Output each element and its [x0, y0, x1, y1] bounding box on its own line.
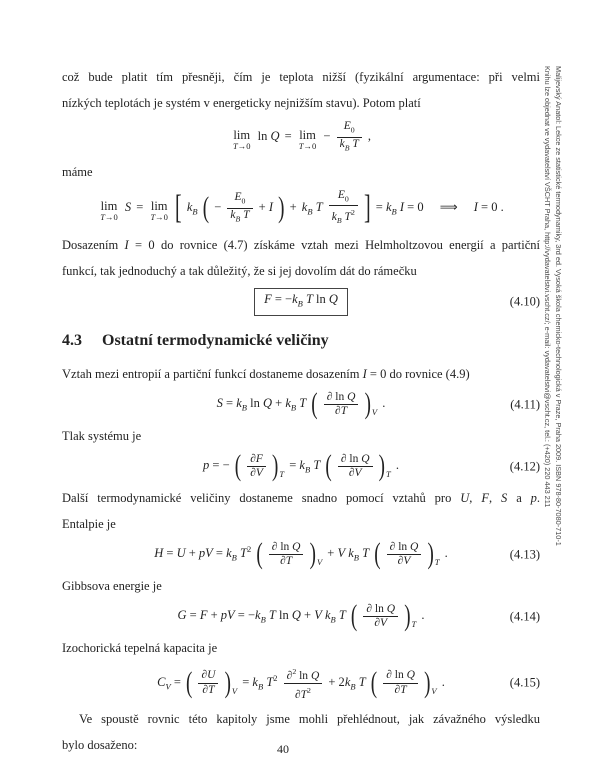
page-number: 40: [277, 742, 289, 756]
plus-sign: +: [289, 200, 297, 215]
left-paren: (: [374, 538, 381, 571]
fraction: [282, 665, 325, 703]
period: .: [441, 675, 445, 690]
numerator: ∂ ln Q: [389, 540, 419, 553]
limit-operator: lim T→0: [232, 128, 251, 152]
math-term: ln Q: [257, 129, 280, 144]
denominator: ∂V: [363, 616, 398, 631]
paragraph-dosazenim-line1: Dosazením I = 0 do rovnice (4.7) získáme vztah mezi Helmholtzovou energií a partiční: [62, 238, 540, 253]
denominator: ∂T: [269, 554, 304, 569]
math-term: p = −: [203, 458, 230, 473]
equation-number: (4.10): [509, 294, 540, 309]
equation-number: (4.13): [509, 547, 540, 562]
paragraph-gibbs: Gibbsova energie je: [62, 578, 162, 593]
paragraph-dalsi: Další termodynamické veličiny dostaneme snadno pomocí vztahů pro U, F, S a p.: [62, 490, 541, 505]
equals-sign: =: [136, 200, 144, 215]
paragraph-mame: máme: [62, 164, 93, 179]
left-paren: (: [234, 450, 242, 483]
paragraph-dosazenim-line2: funkcí, tak jednoduchý a tak důležitý, že si jej dovolím dát do rámečku: [62, 264, 417, 279]
right-paren: ): [278, 192, 285, 225]
math-term: $S = k_B$ $\ln Q + k_B$ T: [216, 396, 307, 413]
minus-sign: −: [214, 200, 222, 215]
numerator: ∂ ln Q: [386, 669, 415, 682]
paragraph-tlak: Tlak systému je: [62, 428, 142, 443]
math-term: I = 0 .: [473, 200, 504, 215]
period: .: [444, 546, 448, 561]
period: .: [382, 396, 386, 411]
equation-4-11: [62, 389, 540, 421]
denominator: ∂T: [383, 683, 418, 698]
denominator: ∂V: [247, 466, 266, 481]
right-paren: ): [424, 667, 431, 700]
equation-body: [176, 600, 425, 633]
equation-number: (4.15): [509, 675, 540, 690]
math-term: = $k_B$ I = 0: [375, 200, 424, 217]
section-number: 4.3: [62, 331, 82, 349]
limit-operator: lim T→0: [100, 199, 118, 223]
fraction: [225, 191, 254, 226]
section-heading: [62, 330, 540, 352]
paragraph-izochoricka: Izochorická tepelná kapacita je: [62, 640, 218, 655]
fraction: [322, 391, 361, 419]
fraction: [381, 669, 420, 697]
paren-subscript: T: [386, 469, 391, 480]
denominator: ∂T: [324, 404, 359, 419]
math-term: $C_V$ =: [157, 675, 181, 692]
fraction: [245, 453, 268, 481]
margin-citation: [542, 66, 563, 566]
paragraph-intro-line2: nízkých teplotách je systém v energeticky nejnižším stavu). Potom platí: [62, 96, 421, 110]
numerator: ∂ ln Q: [326, 390, 356, 403]
left-paren: (: [370, 667, 378, 700]
boxed-equation: [254, 288, 348, 316]
right-bracket: ]: [363, 189, 371, 228]
paren-subscript: T: [279, 469, 285, 480]
limit-operator: lim T→0: [150, 199, 168, 223]
page-content: [62, 64, 540, 758]
left-paren: (: [350, 600, 358, 633]
fraction: [336, 453, 375, 481]
equation-4-14: [62, 601, 540, 633]
paren-subscript: T: [411, 619, 417, 630]
denominator: ∂V: [338, 466, 373, 481]
right-paren: ): [427, 538, 434, 571]
fraction: [361, 603, 400, 631]
math-term: + V $k_B$ T: [327, 546, 370, 563]
math-term: $F = -k_B$ T ln Q: [264, 292, 338, 309]
paren-subscript: V: [371, 407, 378, 418]
equation-4-13: [62, 539, 540, 571]
left-paren: (: [311, 388, 318, 421]
denominator: $\partial T^2$: [284, 683, 323, 702]
equation-lim-lnQ: [62, 118, 540, 157]
paragraph-outro-line2: bylo dosaženo:: [62, 738, 138, 753]
equation-body: [216, 388, 387, 421]
math-term: G = F + pV = $-k_B$ T ln Q + V $k_B$ T: [177, 608, 346, 625]
paragraph-intro-line1: což bude platit tím přesněji, čím je teplota nižší (fyzikální argumentace: při velmi: [62, 70, 540, 84]
equation-4-12: [62, 451, 540, 483]
period: .: [395, 458, 399, 473]
numerator: $E_0$: [234, 191, 246, 206]
implies-arrow: ⟹: [439, 199, 458, 215]
denominator: $k_B$ T: [227, 208, 252, 226]
numerator: ∂$^2$ ln Q: [286, 666, 320, 682]
fraction: [267, 541, 306, 569]
paren-subscript: T: [434, 557, 440, 568]
math-term: + $2k_B$ T: [328, 675, 366, 692]
equation-4-15: [62, 663, 540, 705]
left-paren: (: [202, 192, 210, 225]
margin-citation-line1: Malijevský Anatol: Lekce ze statistické termodynamiky, 3rd ed. Vysoká škola chemicko-technologická v Praze, Praha 2009. ISBN 978-80-7080-710-1: [554, 66, 563, 546]
math-term: H = U + pV = $k_B$ $T^2$: [154, 544, 252, 563]
left-bracket: [: [175, 189, 182, 228]
fraction: [196, 669, 220, 697]
denominator: ∂T: [198, 683, 218, 698]
paragraph-vztah: Vztah mezi entropií a partiční funkcí dostaneme dosazením I = 0 do rovnice (4.9): [62, 366, 470, 381]
numerator: $E_0$: [343, 120, 355, 135]
math-term: $k_B$ T: [301, 200, 323, 217]
right-paren: ): [378, 450, 385, 483]
numerator: $E_0$: [337, 188, 349, 203]
paragraph-entalpie: Entalpie je: [62, 516, 116, 531]
denominator: $k_B$ $T^2$: [329, 205, 358, 228]
numerator: ∂ ln Q: [366, 602, 396, 615]
equation-number: (4.14): [509, 609, 540, 624]
right-paren: ): [404, 600, 411, 633]
left-paren: (: [325, 450, 332, 483]
math-term: $k_B$: [186, 200, 198, 217]
fraction: [327, 189, 360, 228]
minus-sign: −: [323, 129, 331, 144]
math-term: = $k_B$ T: [289, 458, 321, 475]
equation-body: [97, 189, 504, 228]
right-paren: ): [272, 450, 279, 483]
right-paren: ): [364, 388, 371, 421]
equation-number: (4.12): [509, 459, 540, 474]
numerator: ∂ ln Q: [271, 540, 301, 553]
equation-4-10: [62, 286, 540, 318]
numerator: ∂ ln Q: [340, 452, 370, 465]
equation-body: [156, 665, 446, 703]
right-paren: ): [224, 667, 231, 700]
comma: ,: [367, 129, 372, 144]
fraction: [385, 541, 424, 569]
paren-subscript: V: [431, 686, 437, 697]
period: .: [421, 608, 425, 623]
math-term: + I: [258, 200, 274, 215]
paren-subscript: V: [231, 686, 238, 697]
paren-subscript: V: [316, 557, 323, 568]
left-paren: (: [256, 538, 263, 571]
numerator: ∂U: [201, 669, 216, 682]
equation-body: [202, 450, 400, 483]
left-paren: (: [186, 667, 193, 700]
section-title: Ostatní termodynamické veličiny: [102, 331, 329, 349]
equation-body: [153, 538, 449, 571]
denominator: $k_B$ T: [337, 137, 362, 155]
denominator: ∂V: [387, 554, 422, 569]
margin-citation-line2: Knihu lze objednat ve vydavatelství VŠCHT Praha, http://vydavatelstvi.vscht.cz/; e-mail: vydavatelstvi@vscht.cz, tel.: (+420) 220 443 211: [543, 66, 553, 508]
math-term: S: [124, 200, 132, 215]
right-paren: ): [309, 538, 316, 571]
numerator: ∂F: [250, 452, 263, 465]
fraction: [335, 120, 364, 155]
paragraph-outro-line1: Ve spoustě rovnic této kapitoly jsme mohli přehlédnout, jak závažného výsledku: [79, 712, 540, 727]
equation-lim-S: [62, 187, 540, 230]
equation-number: (4.11): [510, 397, 540, 412]
equals-sign: =: [284, 129, 292, 144]
limit-operator: lim T→0: [298, 128, 317, 152]
math-term: = $k_B$ $T^2$: [242, 673, 278, 692]
equation-body: [230, 120, 372, 155]
